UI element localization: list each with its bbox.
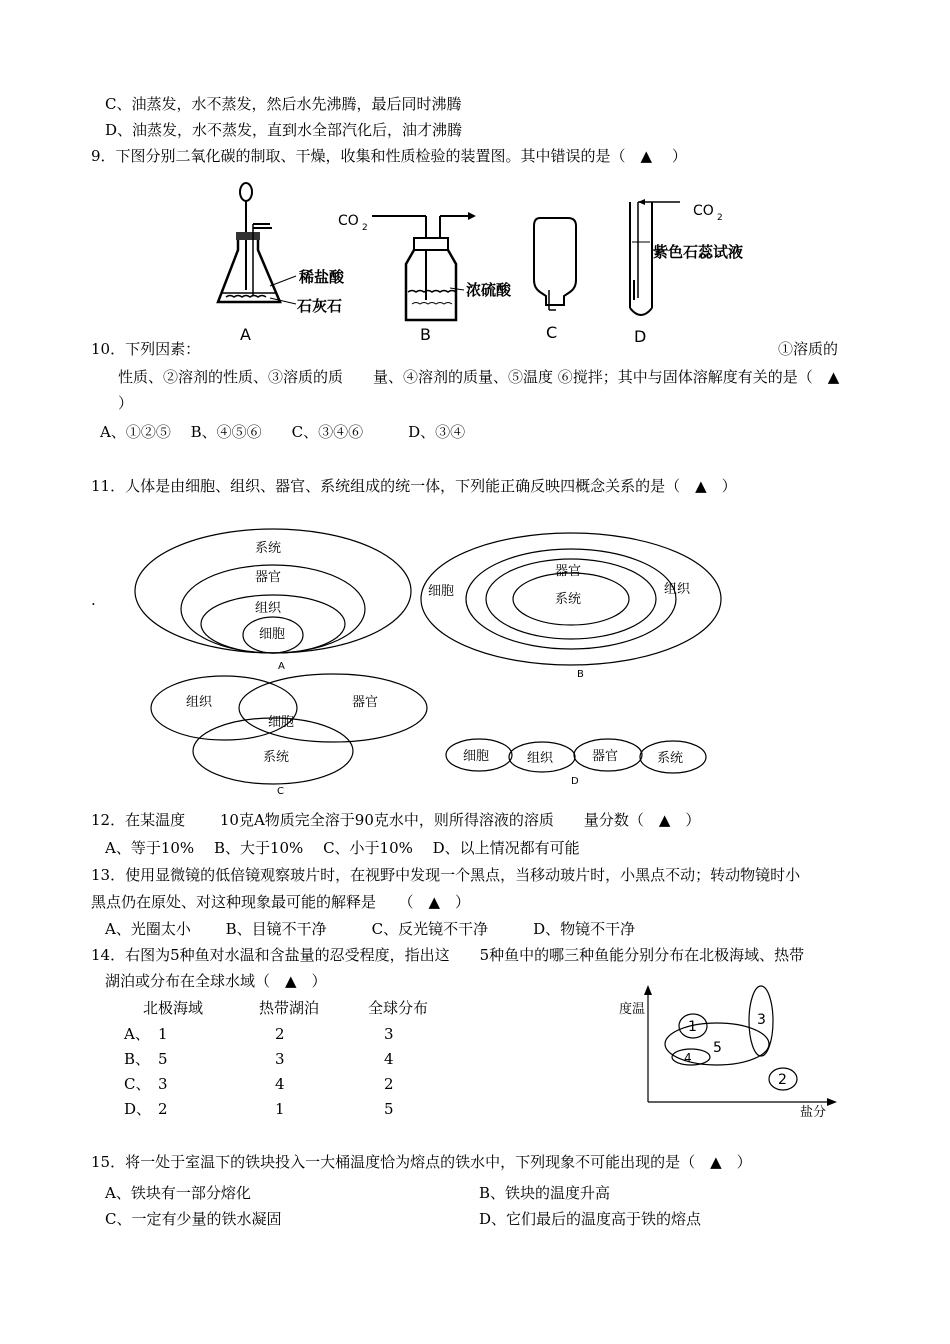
q15-stem: 15．将一处于室温下的铁块投入一大桶温度恰为熔点的铁水中，下列现象不可能出现的是（ ▲ ） [91,1153,752,1171]
q14-row-label: D、 [124,1100,152,1118]
q14-cell: 5 [158,1050,168,1068]
label-b: B [420,325,431,344]
svg-text:CO: CO [693,203,714,219]
svg-text:D: D [571,776,579,787]
q10-line3: ） [118,394,134,412]
apparatus-b [338,212,476,320]
y-axis-label: 度温 [619,1002,646,1017]
svg-text:器官: 器官 [352,695,379,710]
svg-text:C: C [277,786,284,797]
q14-cell: 4 [275,1075,285,1093]
svg-text:系统: 系统 [657,751,684,766]
q14-header-tropical: 热带湖泊 [259,999,320,1017]
svg-text:2: 2 [717,213,723,223]
q14-row-label: B、 [124,1050,151,1068]
q15-option-a: A、铁块有一部分熔化 [105,1184,251,1202]
svg-text:细胞: 细胞 [463,749,490,764]
q14-row-label: A、 [124,1025,150,1043]
q11-concept-diagrams [130,525,730,800]
q14-cell: 4 [384,1050,394,1068]
svg-text:2: 2 [362,223,368,233]
q15-option-d: D、它们最后的温度高于铁的熔点 [479,1210,702,1228]
q13-line2: 黑点仍在原处、对这种现象最可能的解释是 （ ▲ ） [91,893,471,911]
q15-option-b: B、铁块的温度升高 [479,1184,611,1202]
svg-text:器官: 器官 [255,570,282,585]
svg-text:组织: 组织 [255,601,282,616]
q11-stem: 11．人体是由细胞、组织、器官、系统组成的统一体，下列能正确反映四概念关系的是（ ▲ ） [91,477,737,495]
q14-cell: 1 [275,1100,285,1118]
svg-text:组织: 组织 [186,695,213,710]
q10-stem: 10．下列因素： [91,340,201,358]
q14-header-arctic: 北极海域 [143,999,204,1017]
q14-line1: 14．右图为5种鱼对水温和含盐量的忍受程度，指出这 5种鱼中的哪三种鱼能分别分布在北极海域、热带 [91,946,805,964]
q12-stem: 12．在某温度 10克A物质完全溶于90克水中，则所得溶液的溶质 量分数（ ▲ ） [91,811,701,829]
q8-option-c: C、油蒸发，水不蒸发，然后水先沸腾，最后同时沸腾 [105,95,462,113]
limestone-label: 石灰石 [297,297,343,315]
svg-text:细胞: 细胞 [259,627,286,642]
svg-text:1: 1 [688,1019,697,1035]
apparatus-a [218,183,296,304]
svg-text:系统: 系统 [263,750,290,765]
svg-text:细胞: 细胞 [428,584,455,599]
q9-apparatus-figure [200,180,790,345]
svg-text:组织: 组织 [664,582,691,597]
q13-line1: 13．使用显微镜的低倍镜观察玻片时，在视野中发现一个黑点，当移动玻片时，小黑点不动；转动物镜时小 [91,866,801,884]
svg-text:5: 5 [713,1040,722,1056]
q14-cell: 2 [275,1025,285,1043]
q14-cell: 3 [158,1075,168,1093]
svg-text:3: 3 [757,1012,766,1028]
q9-stem: 9．下图分别二氧化碳的制取、干燥，收集和性质检验的装置图。其中错误的是（ ▲ ） [91,147,687,165]
label-c: C [546,323,558,342]
q14-cell: 1 [158,1025,168,1043]
svg-text:A: A [278,661,285,672]
svg-text:器官: 器官 [592,749,619,764]
q12-options: A、等于10% B、大于10% C、小于10% D、以上情况都有可能 [105,839,580,857]
q14-header-global: 全球分布 [368,999,429,1017]
q14-fish-tolerance-graph [615,985,845,1120]
svg-text:4: 4 [684,1051,692,1065]
x-axis-label: 盐分 [800,1105,827,1120]
label-d: D [634,327,647,345]
conc-h2so4-label: 浓硫酸 [466,281,512,299]
q10-line2: 性质、②溶剂的性质、③溶质的质 量、④溶剂的质量、⑤温度 ⑥搅拌；其中与固体溶解度有关的是（ ▲ [118,368,840,386]
q14-row-label: C、 [124,1075,151,1093]
q14-cell: 5 [384,1100,394,1118]
q13-options: A、光圈太小 B、目镜不干净 C、反光镜不干净 D、物镜不干净 [105,920,636,938]
q11-dot: . [91,591,96,609]
diagram-c [151,674,427,797]
svg-text:细胞: 细胞 [268,715,295,730]
q10-stem-right: ①溶质的 [778,340,839,358]
svg-text:系统: 系统 [555,592,582,607]
diagram-b [421,533,721,680]
label-a: A [240,325,251,344]
svg-text:器官: 器官 [555,564,582,579]
diagram-a [135,529,411,672]
diagram-d [446,739,706,787]
svg-text:组织: 组织 [527,751,554,766]
svg-text:CO: CO [338,213,359,229]
q14-cell: 2 [158,1100,168,1118]
svg-text:B: B [577,669,584,680]
apparatus-c [534,218,576,310]
svg-text:2: 2 [778,1072,787,1088]
q14-cell: 2 [384,1075,394,1093]
dilute-hcl-label: 稀盐酸 [299,268,345,286]
litmus-label: 紫色石蕊试液 [653,243,744,261]
q15-option-c: C、一定有少量的铁水凝固 [105,1210,282,1228]
q14-cell: 3 [384,1025,394,1043]
q14-cell: 3 [275,1050,285,1068]
q14-line2: 湖泊或分布在全球水域（ ▲ ） [105,972,327,990]
svg-text:系统: 系统 [255,541,282,556]
q10-options: A、①②⑤ B、④⑤⑥ C、③④⑥ D、③④ [100,423,466,441]
q8-option-d: D、油蒸发，水不蒸发，直到水全部汽化后，油才沸腾 [105,121,463,139]
